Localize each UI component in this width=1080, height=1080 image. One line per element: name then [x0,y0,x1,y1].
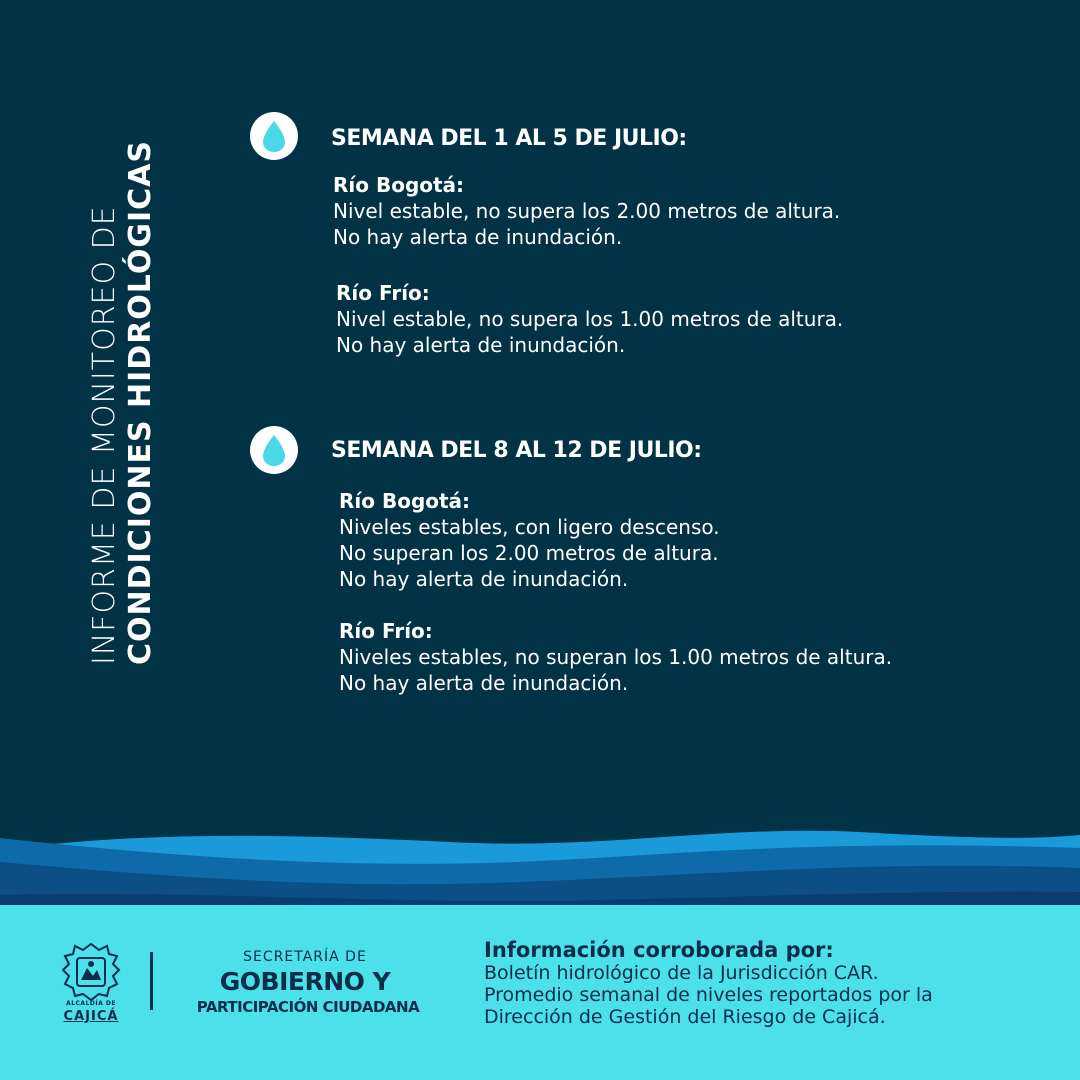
river-line: No hay alerta de inundación. [333,225,623,249]
footer [0,905,1080,1080]
water-drop-icon [250,426,298,474]
logo-cajica-text: CAJICÁ [63,1009,119,1024]
river-name: Río Frío: [336,281,430,305]
river-name: Río Bogotá: [339,489,471,513]
week2-heading: SEMANA DEL 8 AL 12 DE JULIO: [331,438,702,463]
water-drop-icon [250,112,298,160]
secretaria-line2: GOBIERNO Y [219,967,391,996]
river-name: Río Bogotá: [333,173,465,197]
secretaria-line1: SECRETARÍA DE [243,949,367,965]
logo-alcaldia-text: ALCALDÍA DE [66,1000,116,1007]
river-line: Nivel estable, no supera los 1.00 metros de altura. [336,307,844,331]
week1-heading: SEMANA DEL 1 AL 5 DE JULIO: [331,126,687,151]
week1-river-frio [336,280,843,358]
week1-river-bogota [333,172,840,250]
river-line: Niveles estables, con ligero descenso. [339,515,720,539]
divider [150,952,153,1010]
river-line: No hay alerta de inundación. [336,333,626,357]
info-title: Información corroborada por: [484,938,834,962]
side-title-line2: CONDICIONES HIDROLÓGICAS [123,140,158,665]
info-line: Promedio semanal de niveles reportados por la [484,984,933,1006]
info-line: Dirección de Gestión del Riesgo de Cajicá. [484,1006,886,1028]
secretaria-line3: PARTICIPACIÓN CIUDADANA [196,998,420,1016]
info-line: Boletín hidrológico de la Jurisdicción CAR. [484,962,879,984]
river-line: No hay alerta de inundación. [339,671,629,695]
river-name: Río Frío: [339,619,433,643]
river-line: No superan los 2.00 metros de altura. [339,541,719,565]
river-line: Niveles estables, no superan los 1.00 metros de altura. [339,645,893,669]
river-line: Nivel estable, no supera los 2.00 metros de altura. [333,199,841,223]
river-line: No hay alerta de inundación. [339,567,629,591]
week2-river-frio [339,618,892,696]
side-title-line1: INFORME DE MONITOREO DE [87,205,122,665]
side-title [87,140,158,665]
week2-river-bogota [339,488,720,592]
